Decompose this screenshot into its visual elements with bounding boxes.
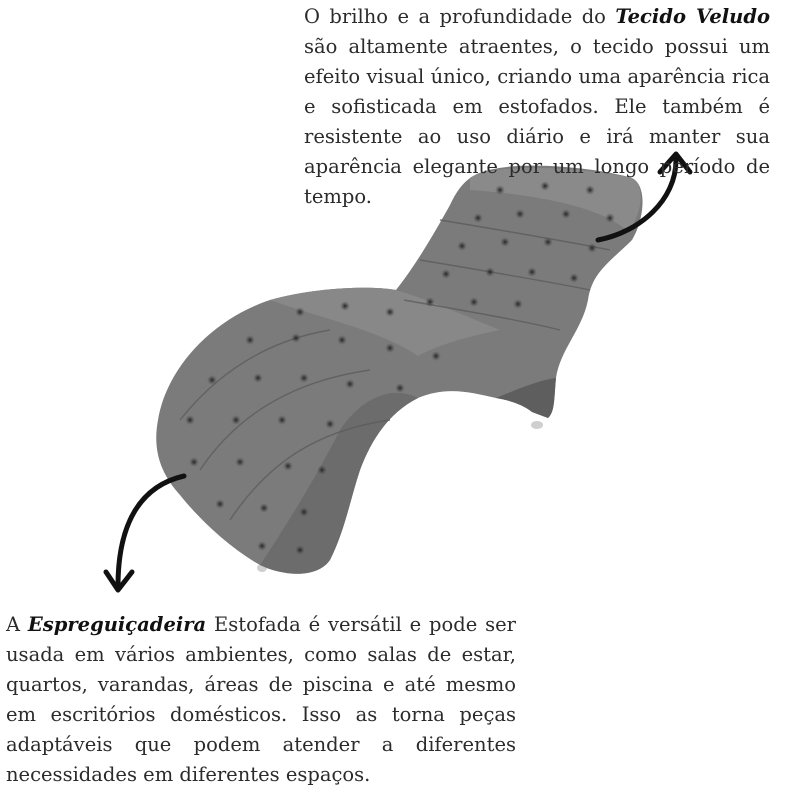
product-name-highlight: Espreguiçadeira: [27, 613, 207, 636]
text-part: são altamente atraentes, o tecido possui um efeito visual único, criando uma aparência rica e sofisticada em estofados. Ele também é resistente ao uso diário e irá manter sua aparência elegante por um longo período de tempo.: [304, 35, 770, 208]
chaise-foot: [531, 421, 543, 429]
text-part: A: [6, 613, 28, 636]
text-part: O brilho e a profundidade do: [304, 5, 616, 28]
fabric-name-highlight: Tecido Veludo: [615, 5, 770, 28]
chaise-body: [156, 166, 642, 574]
text-part: Estofada é versátil e pode ser usada em vários ambientes, como salas de estar, quartos, varandas, áreas de piscina e até mesmo em escritórios domésticos. Isso as torna peças adaptáveis que podem atender a diferentes necessidades em diferentes espaços.: [6, 613, 516, 786]
curved-arrow-down-left-icon: [106, 476, 184, 590]
product-description-text: [6, 610, 516, 790]
fabric-description-text: [304, 2, 770, 212]
